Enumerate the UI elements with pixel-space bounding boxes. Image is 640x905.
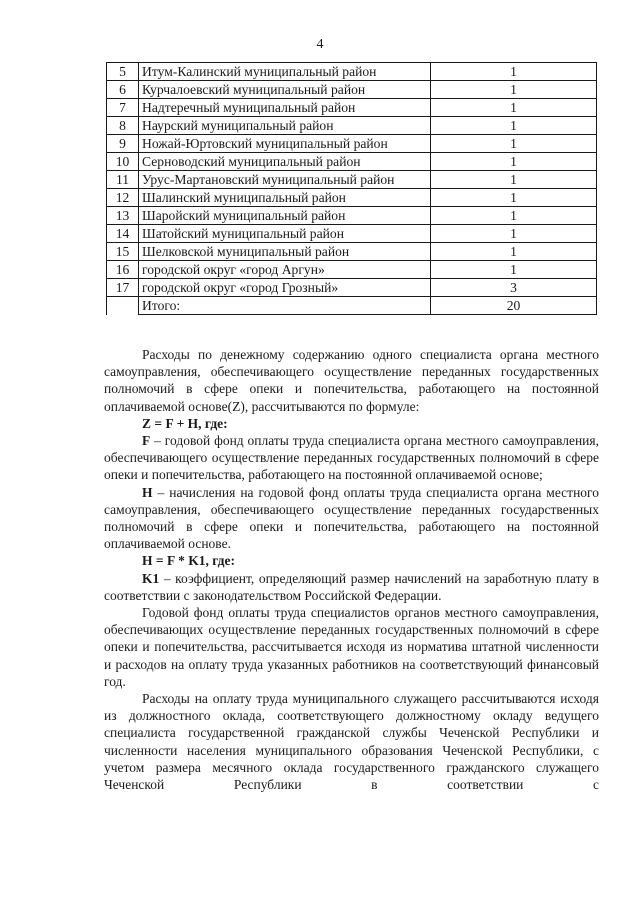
body-text bbox=[104, 346, 599, 793]
definition-h-text: – начисления на годовой фонд оплаты труда специалиста органа местного самоуправления, обеспечивающего осуществление переданных государственных полномочий в сфере опеки и попечительства, работающего на постоянной оплачиваемой основе. bbox=[104, 484, 599, 552]
table-row bbox=[107, 99, 597, 117]
row-number: 12 bbox=[107, 189, 139, 207]
district-name: Ножай-Юртовский муниципальный район bbox=[139, 135, 431, 153]
definition-h bbox=[104, 484, 599, 553]
salary-paragraph: Расходы на оплату труда муниципального служащего рассчитываются исходя из должностного оклада, соответствующего должностному окладу ведущего специалиста государственной гражданской службы Чеченской Республики и численности населения муниципального образования Чеченской Республики, с учетом размера месячного оклада государственного гражданского служащего Чеченской Республики в соответствии с bbox=[104, 691, 599, 793]
staff-count: 1 bbox=[431, 81, 597, 99]
row-number: 8 bbox=[107, 117, 139, 135]
staff-count: 1 bbox=[431, 243, 597, 261]
definition-k1 bbox=[104, 570, 599, 604]
definition-k1-text: – коэффициент, определяющий размер начислений на заработную плату в соответствии с законодательством Российской Федерации. bbox=[104, 570, 599, 603]
definition-f-text: – годовой фонд оплаты труда специалиста органа местного самоуправления, обеспечивающего осуществление переданных государственных полномочий в сфере опеки и попечительства, работающего на постоянной оплачиваемой основе; bbox=[104, 433, 599, 483]
table-row bbox=[107, 279, 597, 297]
staff-count: 1 bbox=[431, 261, 597, 279]
staff-count: 1 bbox=[431, 225, 597, 243]
total-row bbox=[107, 297, 597, 315]
total-value: 20 bbox=[431, 297, 597, 315]
staff-count: 1 bbox=[431, 207, 597, 225]
fund-paragraph: Годовой фонд оплаты труда специалистов органов местного самоуправления, обеспечивающих осуществление переданных государственных полномочий в сфере опеки и попечительства, рассчитывается исходя из норматива штатной численности и расходов на оплату труда указанных работников на соответствующий финансовый год. bbox=[104, 605, 599, 689]
formula-z: Z = F + H, где: bbox=[142, 415, 228, 431]
staff-count: 1 bbox=[431, 153, 597, 171]
term-k1: K1 bbox=[142, 570, 160, 586]
staff-count: 1 bbox=[431, 171, 597, 189]
row-number: 6 bbox=[107, 81, 139, 99]
staff-count: 1 bbox=[431, 63, 597, 81]
total-number-cell bbox=[107, 297, 139, 315]
district-name: городской округ «город Аргун» bbox=[139, 261, 431, 279]
district-name: Шелковской муниципальный район bbox=[139, 243, 431, 261]
district-name: Надтеречный муниципальный район bbox=[139, 99, 431, 117]
table-row bbox=[107, 225, 597, 243]
districts-table bbox=[106, 62, 597, 315]
staff-count: 3 bbox=[431, 279, 597, 297]
district-name: Серноводский муниципальный район bbox=[139, 153, 431, 171]
table-row bbox=[107, 153, 597, 171]
formula-h: H = F * K1, где: bbox=[142, 553, 235, 569]
district-name: Курчалоевский муниципальный район bbox=[139, 81, 431, 99]
row-number: 14 bbox=[107, 225, 139, 243]
table-body bbox=[107, 63, 597, 315]
table-row bbox=[107, 189, 597, 207]
intro-paragraph: Расходы по денежному содержанию одного специалиста органа местного самоуправления, обеспечивающего осуществление переданных государственных полномочий в сфере опеки и попечительства, работающего на постоянной оплачиваемой основе(Z), рассчитываются по формуле: bbox=[104, 347, 599, 414]
row-number: 7 bbox=[107, 99, 139, 117]
district-name: Итум-Калинский муниципальный район bbox=[139, 63, 431, 81]
district-name: Шатойский муниципальный район bbox=[139, 225, 431, 243]
row-number: 13 bbox=[107, 207, 139, 225]
total-label: Итого: bbox=[139, 297, 431, 315]
table-row bbox=[107, 63, 597, 81]
district-name: Шалинский муниципальный район bbox=[139, 189, 431, 207]
staff-count: 1 bbox=[431, 99, 597, 117]
row-number: 15 bbox=[107, 243, 139, 261]
table-row bbox=[107, 243, 597, 261]
row-number: 9 bbox=[107, 135, 139, 153]
term-f: F bbox=[142, 433, 151, 449]
table-row bbox=[107, 135, 597, 153]
table-row bbox=[107, 261, 597, 279]
table-row bbox=[107, 81, 597, 99]
table-row bbox=[107, 117, 597, 135]
staff-count: 1 bbox=[431, 135, 597, 153]
row-number: 11 bbox=[107, 171, 139, 189]
definition-f bbox=[104, 432, 599, 484]
table-row bbox=[107, 171, 597, 189]
row-number: 17 bbox=[107, 279, 139, 297]
row-number: 10 bbox=[107, 153, 139, 171]
district-name: городской округ «город Грозный» bbox=[139, 279, 431, 297]
district-name: Урус-Мартановский муниципальный район bbox=[139, 171, 431, 189]
page-number: 4 bbox=[316, 37, 324, 52]
district-name: Шаройский муниципальный район bbox=[139, 207, 431, 225]
staff-count: 1 bbox=[431, 117, 597, 135]
district-name: Наурский муниципальный район bbox=[139, 117, 431, 135]
table-row bbox=[107, 207, 597, 225]
term-h: H bbox=[142, 484, 153, 500]
row-number: 5 bbox=[107, 63, 139, 81]
staff-count: 1 bbox=[431, 189, 597, 207]
row-number: 16 bbox=[107, 261, 139, 279]
